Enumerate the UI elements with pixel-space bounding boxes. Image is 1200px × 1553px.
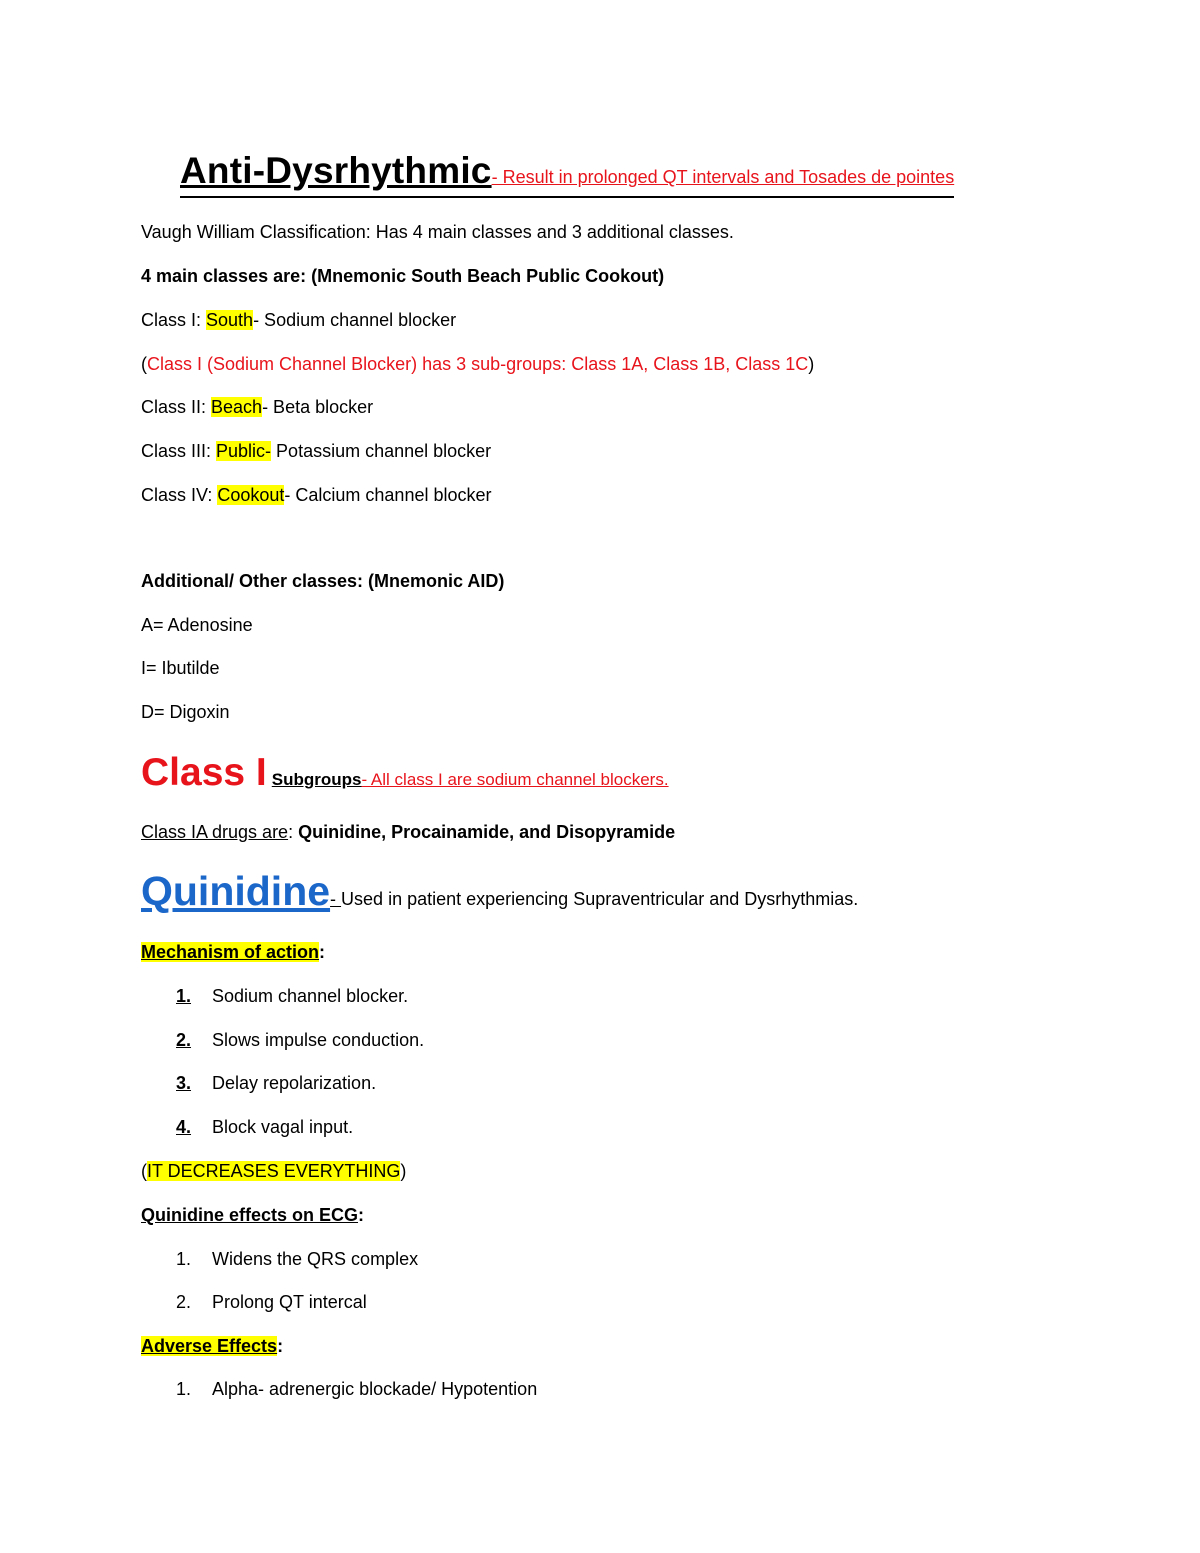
colon: :: [319, 942, 326, 962]
item-text: Block vagal input.: [212, 1117, 354, 1137]
decreases-note: [141, 1160, 406, 1182]
class-desc: - Sodium channel blocker: [253, 310, 457, 330]
item-number: 1.: [176, 1379, 192, 1399]
ecg-effects-label: Quinidine effects on ECG: [141, 1205, 359, 1225]
item-text: Widens the QRS complex: [212, 1249, 419, 1269]
mechanism-item: [176, 1116, 353, 1138]
class-item-3: [141, 440, 491, 462]
class-i-heading: Class I: [141, 751, 267, 794]
quinidine-heading: Quinidine: [141, 868, 331, 914]
class-item-4: [141, 484, 492, 506]
intro-text: Vaugh William Classification: Has 4 main classes and 3 additional classes.: [141, 222, 734, 242]
mechanism-item: [176, 1029, 424, 1051]
main-classes-header: 4 main classes are: (Mnemonic South Beach Public Cookout): [141, 266, 665, 286]
additional-item: I= Ibutilde: [141, 658, 220, 678]
item-number: 2.: [176, 1292, 192, 1312]
class-ia-drugs: Quinidine, Procainamide, and Disopyramide: [298, 822, 676, 842]
subgroup-note-text: Class I (Sodium Channel Blocker) has 3 sub-groups: Class 1A, Class 1B, Class 1C: [147, 354, 809, 374]
ecg-effect-item: [176, 1291, 367, 1313]
additional-item: A= Adenosine: [141, 615, 253, 635]
class-ia-label: Class IA drugs are: [141, 822, 289, 842]
item-number: 3.: [176, 1073, 192, 1093]
colon: :: [277, 1336, 284, 1356]
adverse-effect-item: [176, 1378, 537, 1400]
ecg-effect-item: [176, 1248, 418, 1270]
document-title: Anti-Dysrhythmic: [180, 150, 492, 191]
mechanism-item: [176, 1072, 376, 1094]
paren-open: (: [141, 1161, 147, 1181]
class-desc: Potassium channel blocker: [271, 441, 492, 461]
item-number: 1.: [176, 986, 192, 1006]
title-line: [180, 152, 954, 198]
additional-item: D= Digoxin: [141, 702, 230, 722]
class-i-subgroups-desc: - All class I are sodium channel blockers.: [361, 770, 669, 789]
title-subtitle: - Result in prolonged QT intervals and Tosades de pointes: [491, 167, 955, 187]
item-text: Alpha- adrenergic blockade/ Hypotention: [212, 1379, 538, 1399]
item-text: Slows impulse conduction.: [212, 1030, 425, 1050]
mechanism-header: [141, 941, 325, 963]
additional-header: Additional/ Other classes: (Mnemonic AID): [141, 571, 505, 591]
adverse-effects-header: [141, 1335, 283, 1357]
class-mnemonic: Cookout: [217, 485, 285, 505]
paren-open: (: [141, 354, 147, 374]
quinidine-dash: -: [330, 889, 342, 909]
quinidine-desc: Used in patient experiencing Supraventricular and Dysrhythmias.: [341, 889, 859, 909]
quinidine-heading-line: [141, 868, 858, 922]
ecg-effects-header: [141, 1204, 364, 1226]
colon: :: [288, 822, 299, 842]
class-ia-line: [141, 821, 675, 843]
class-prefix: Class IV:: [141, 485, 218, 505]
class-mnemonic: Beach: [211, 397, 263, 417]
class-i-section-heading: [141, 752, 669, 801]
item-text: Sodium channel blocker.: [212, 986, 409, 1006]
item-number: 4.: [176, 1117, 192, 1137]
class-i-subgroups-label: Subgroups: [271, 770, 362, 789]
paren-close: ): [808, 354, 815, 374]
class-item-2: [141, 396, 373, 418]
mechanism-item: [176, 985, 408, 1007]
colon: :: [358, 1205, 365, 1225]
decreases-note-text: IT DECREASES EVERYTHING: [147, 1161, 401, 1181]
subgroup-note: [141, 353, 814, 375]
class-mnemonic: Public-: [216, 441, 272, 461]
item-text: Delay repolarization.: [212, 1073, 377, 1093]
class-mnemonic: South: [206, 310, 254, 330]
class-desc: - Beta blocker: [262, 397, 374, 417]
class-prefix: Class III:: [141, 441, 217, 461]
mechanism-label: Mechanism of action: [141, 942, 320, 962]
item-text: Prolong QT intercal: [212, 1292, 367, 1312]
class-desc: - Calcium channel blocker: [284, 485, 492, 505]
class-item-1: [141, 309, 456, 331]
paren-close: ): [400, 1161, 407, 1181]
item-number: 2.: [176, 1030, 192, 1050]
class-prefix: Class I:: [141, 310, 207, 330]
class-prefix: Class II:: [141, 397, 212, 417]
item-number: 1.: [176, 1249, 192, 1269]
adverse-effects-label: Adverse Effects: [141, 1336, 278, 1356]
